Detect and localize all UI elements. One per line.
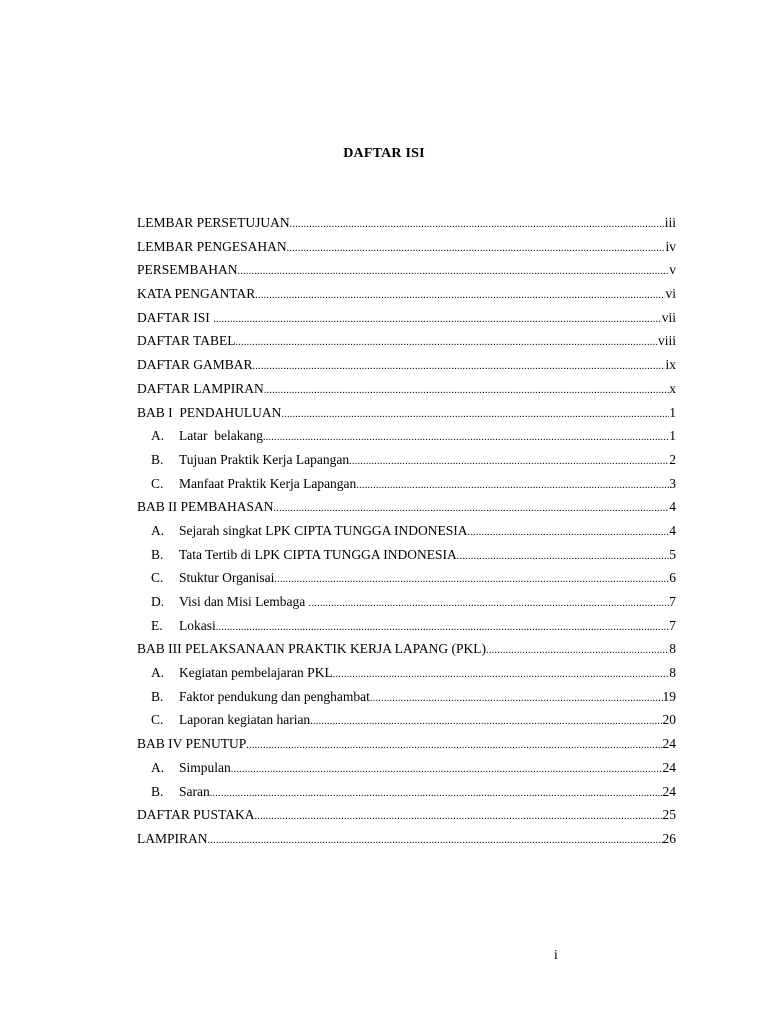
- toc-entry-label: BAB III PELAKSANAAN PRAKTIK KERJA LAPANG (PKL): [137, 641, 487, 657]
- dot-leader: [349, 450, 669, 472]
- toc-entry-letter: A.: [151, 759, 165, 775]
- toc-subentry: [137, 543, 676, 567]
- toc-entry: [137, 401, 676, 425]
- toc-entry-page: iii: [664, 215, 676, 230]
- toc-entry-letter: B.: [151, 451, 164, 467]
- toc-entry-letter: E.: [151, 617, 163, 633]
- toc-entry-page: 1: [669, 428, 676, 444]
- dot-leader: [356, 474, 669, 496]
- dot-leader: [486, 639, 669, 661]
- dot-leader: [290, 213, 665, 235]
- toc-entry-label: LEMBAR PERSETUJUAN: [137, 215, 290, 230]
- toc-entry-label: Simpulan: [179, 759, 231, 775]
- toc-entry-page: 4: [669, 522, 676, 538]
- toc-subentry: [137, 685, 676, 709]
- toc-entry-page: 4: [669, 499, 676, 515]
- dot-leader: [238, 260, 670, 282]
- toc-entry-label: DAFTAR ISI: [137, 309, 214, 325]
- toc-entry-label: LEMBAR PENGESAHAN: [137, 238, 287, 254]
- toc-entry-page: 5: [669, 546, 676, 562]
- toc-entry-page: vi: [665, 286, 676, 302]
- toc-entry-letter: A.: [151, 665, 165, 681]
- dot-leader: [210, 782, 663, 804]
- dot-leader: [333, 663, 670, 685]
- toc-entry-page: 8: [669, 665, 676, 681]
- toc-entry-page: 8: [669, 641, 676, 657]
- dot-leader: [255, 284, 665, 306]
- toc-entry-letter: C.: [151, 570, 164, 586]
- toc-subentry: [137, 566, 676, 590]
- toc-entry-label: Manfaat Praktik Kerja Lapangan: [179, 475, 357, 491]
- dot-leader: [235, 331, 658, 353]
- toc-entry-label: Lokasi: [179, 617, 216, 633]
- toc-entry-label: Sejarah singkat LPK CIPTA TUNGGA INDONESIA: [179, 522, 468, 538]
- toc-entry: [137, 329, 676, 353]
- toc-entry: [137, 306, 676, 330]
- dot-leader: [231, 758, 663, 780]
- toc-entry-page: vii: [661, 309, 676, 325]
- toc-entry-page: v: [669, 262, 676, 278]
- toc-subentry: [137, 780, 676, 804]
- toc-entry-page: 24: [662, 783, 676, 799]
- toc-entry: [137, 803, 676, 827]
- dot-leader: [310, 710, 662, 732]
- toc-entry-page: 25: [662, 807, 676, 823]
- table-of-contents: [137, 211, 676, 851]
- dot-leader: [208, 829, 663, 851]
- toc-subentry: [137, 472, 676, 496]
- toc-entry-page: 20: [662, 712, 676, 728]
- toc-entry-page: 24: [662, 759, 676, 775]
- dot-leader: [309, 592, 670, 614]
- dot-leader: [274, 497, 670, 519]
- dot-leader: [274, 568, 669, 590]
- toc-entry-label: LAMPIRAN: [137, 830, 208, 846]
- toc-entry-letter: B.: [151, 688, 164, 704]
- dot-leader: [254, 805, 662, 827]
- toc-entry-page: 7: [669, 617, 676, 633]
- toc-entry-page: iv: [665, 238, 676, 254]
- toc-entry: [137, 495, 676, 519]
- toc-entry-label: Latar belakang: [179, 428, 263, 444]
- toc-entry: [137, 732, 676, 756]
- toc-subentry: [137, 756, 676, 780]
- toc-entry: [137, 258, 676, 282]
- toc-entry-letter: B.: [151, 546, 164, 562]
- toc-entry: [137, 377, 676, 401]
- toc-subentry: [137, 448, 676, 472]
- dot-leader: [468, 521, 670, 543]
- page-title: DAFTAR ISI: [343, 146, 425, 162]
- toc-entry-label: DAFTAR LAMPIRAN: [137, 380, 264, 396]
- toc-entry-label: DAFTAR PUSTAKA: [137, 807, 255, 823]
- dot-leader: [216, 616, 670, 638]
- toc-entry-label: Laporan kegiatan harian: [179, 712, 311, 728]
- dot-leader: [281, 403, 669, 425]
- dot-leader: [253, 355, 666, 377]
- toc-entry-label: Faktor pendukung dan penghambat: [179, 688, 370, 704]
- dot-leader: [457, 545, 669, 567]
- toc-entry-label: BAB IV PENUTUP: [137, 736, 247, 752]
- toc-entry-page: 7: [669, 594, 676, 609]
- toc-entry-label: Visi dan Misi Lembaga: [179, 594, 309, 609]
- dot-leader: [287, 237, 666, 259]
- toc-entry: [137, 282, 676, 306]
- toc-entry-page: 24: [662, 736, 676, 752]
- toc-entry-page: 19: [662, 688, 676, 704]
- toc-subentry: [137, 424, 676, 448]
- toc-entry-label: PERSEMBAHAN: [137, 262, 238, 278]
- toc-entry-letter: C.: [151, 475, 164, 491]
- dot-leader: [246, 734, 662, 756]
- toc-subentry: [137, 519, 676, 543]
- toc-entry-label: BAB I PENDAHULUAN: [137, 404, 282, 420]
- dot-leader: [263, 426, 669, 448]
- toc-entry-page: 6: [669, 570, 676, 586]
- toc-entry: [137, 827, 676, 851]
- toc-entry-letter: D.: [151, 594, 165, 609]
- toc-entry: [137, 211, 676, 235]
- toc-entry-label: Saran: [179, 783, 210, 799]
- toc-entry-page: ix: [665, 357, 676, 373]
- toc-subentry: [137, 590, 676, 614]
- toc-entry-label: Tujuan Praktik Kerja Lapangan: [179, 451, 350, 467]
- toc-entry-label: KATA PENGANTAR: [137, 286, 256, 302]
- dot-leader: [264, 379, 669, 401]
- toc-entry: [137, 637, 676, 661]
- toc-entry-page: 1: [669, 404, 676, 420]
- toc-entry-label: DAFTAR GAMBAR: [137, 357, 253, 373]
- toc-entry-page: 3: [669, 475, 676, 491]
- toc-subentry: [137, 661, 676, 685]
- dot-leader: [370, 687, 663, 709]
- toc-entry-label: BAB II PEMBAHASAN: [137, 499, 274, 515]
- toc-entry-page: x: [669, 380, 676, 396]
- toc-entry-label: Kegiatan pembelajaran PKL: [179, 665, 333, 681]
- toc-entry-letter: B.: [151, 783, 164, 799]
- toc-entry-page: 26: [662, 830, 676, 846]
- toc-entry-label: DAFTAR TABEL: [137, 333, 236, 349]
- toc-entry-letter: C.: [151, 712, 164, 728]
- toc-entry-page: 2: [669, 451, 676, 467]
- toc-entry: [137, 235, 676, 259]
- toc-entry-label: Tata Tertib di LPK CIPTA TUNGGA INDONESIA: [179, 546, 457, 562]
- toc-entry-label: Stuktur Organisai: [179, 570, 275, 586]
- toc-subentry: [137, 708, 676, 732]
- toc-subentry: [137, 614, 676, 638]
- dot-leader: [213, 308, 662, 330]
- toc-entry-letter: A.: [151, 522, 165, 538]
- toc-entry-letter: A.: [151, 428, 165, 444]
- toc-entry-page: viii: [657, 333, 676, 349]
- toc-entry: [137, 353, 676, 377]
- page-number: i: [554, 947, 558, 962]
